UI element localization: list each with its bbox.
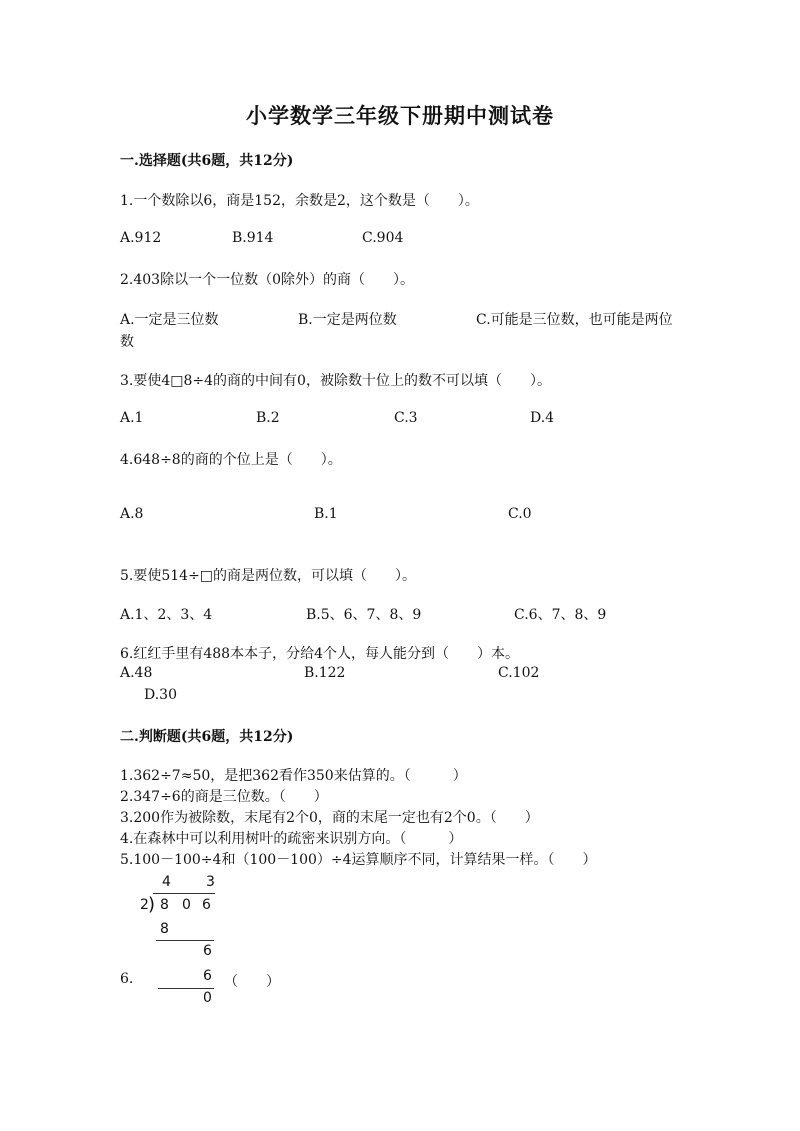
option-a: A.1 xyxy=(120,410,144,426)
option-c: C.6、7、8、9 xyxy=(514,607,607,623)
dividend-digit: 6 xyxy=(202,897,211,913)
judge-item-6-label: 6. xyxy=(120,971,134,987)
option-b: B.914 xyxy=(232,230,274,246)
section-heading-judge: 二.判断题(共6题，共12分) xyxy=(120,729,294,745)
division-bracket: ) xyxy=(148,894,156,915)
option-b: B.一定是两位数 xyxy=(298,312,397,328)
question-1: 1.一个数除以6，商是152，余数是2，这个数是（ ）。 xyxy=(120,193,479,209)
step-digit: 6 xyxy=(203,943,212,959)
quotient-digit: 4 xyxy=(162,874,171,890)
option-d: D.4 xyxy=(530,410,555,426)
question-4: 4.648÷8的商的个位上是（ ）。 xyxy=(120,452,342,468)
option-a: A.一定是三位数 xyxy=(120,312,219,328)
judge-item-1: 1.362÷7≈50，是把362看作350来估算的。（ ） xyxy=(120,768,467,784)
step-digit: 8 xyxy=(160,921,169,937)
option-a: A.912 xyxy=(120,230,162,246)
dividend-digit: 0 xyxy=(182,897,191,913)
option-b: B.2 xyxy=(256,410,280,426)
judge-item-6-blank: （ ） xyxy=(224,974,280,990)
option-a: A.8 xyxy=(120,506,144,522)
remainder-digit: 0 xyxy=(203,990,212,1006)
question-5: 5.要使514÷□的商是两位数，可以填（ ）。 xyxy=(120,568,417,584)
option-b: B.5、6、7、8、9 xyxy=(306,607,422,623)
option-d: D.30 xyxy=(144,687,177,703)
question-2: 2.403除以一个一位数（0除外）的商（ ）。 xyxy=(120,272,414,288)
question-3: 3.要使4□8÷4的商的中间有0，被除数十位上的数不可以填（ ）。 xyxy=(120,373,551,389)
quotient-digit: 3 xyxy=(206,874,215,890)
option-c: C.102 xyxy=(498,665,540,681)
option-b: B.122 xyxy=(304,665,346,681)
divisor: 2 xyxy=(140,897,149,913)
option-a: A.1、2、3、4 xyxy=(120,607,213,623)
option-c: C.0 xyxy=(508,506,532,522)
option-c: C.可能是三位数，也可能是两位数 xyxy=(120,312,673,350)
judge-item-2: 2.347÷6的商是三位数。（ ） xyxy=(120,789,328,805)
section-heading-choice: 一.选择题(共6题，共12分) xyxy=(120,153,294,169)
step-line xyxy=(158,988,214,989)
judge-item-5: 5.100－100÷4和（100－100）÷4运算顺序不同，计算结果一样。（ ） xyxy=(120,852,597,868)
judge-item-4: 4.在森林中可以利用树叶的疏密来识别方向。（ ） xyxy=(120,831,463,847)
page-title: 小学数学三年级下册期中测试卷 xyxy=(246,103,554,128)
option-b: B.1 xyxy=(314,506,338,522)
question-6: 6.红红手里有488本本子，分给4个人，每人能分到（ ）本。 xyxy=(120,646,519,662)
step-digit: 6 xyxy=(203,968,212,984)
step-line xyxy=(156,940,214,941)
option-c: C.904 xyxy=(362,230,404,246)
option-a: A.48 xyxy=(120,665,153,681)
division-bar xyxy=(153,893,215,894)
dividend-digit: 8 xyxy=(160,897,169,913)
judge-item-3: 3.200作为被除数，末尾有2个0，商的末尾一定也有2个0。（ ） xyxy=(120,810,539,826)
option-c: C.3 xyxy=(394,410,418,426)
